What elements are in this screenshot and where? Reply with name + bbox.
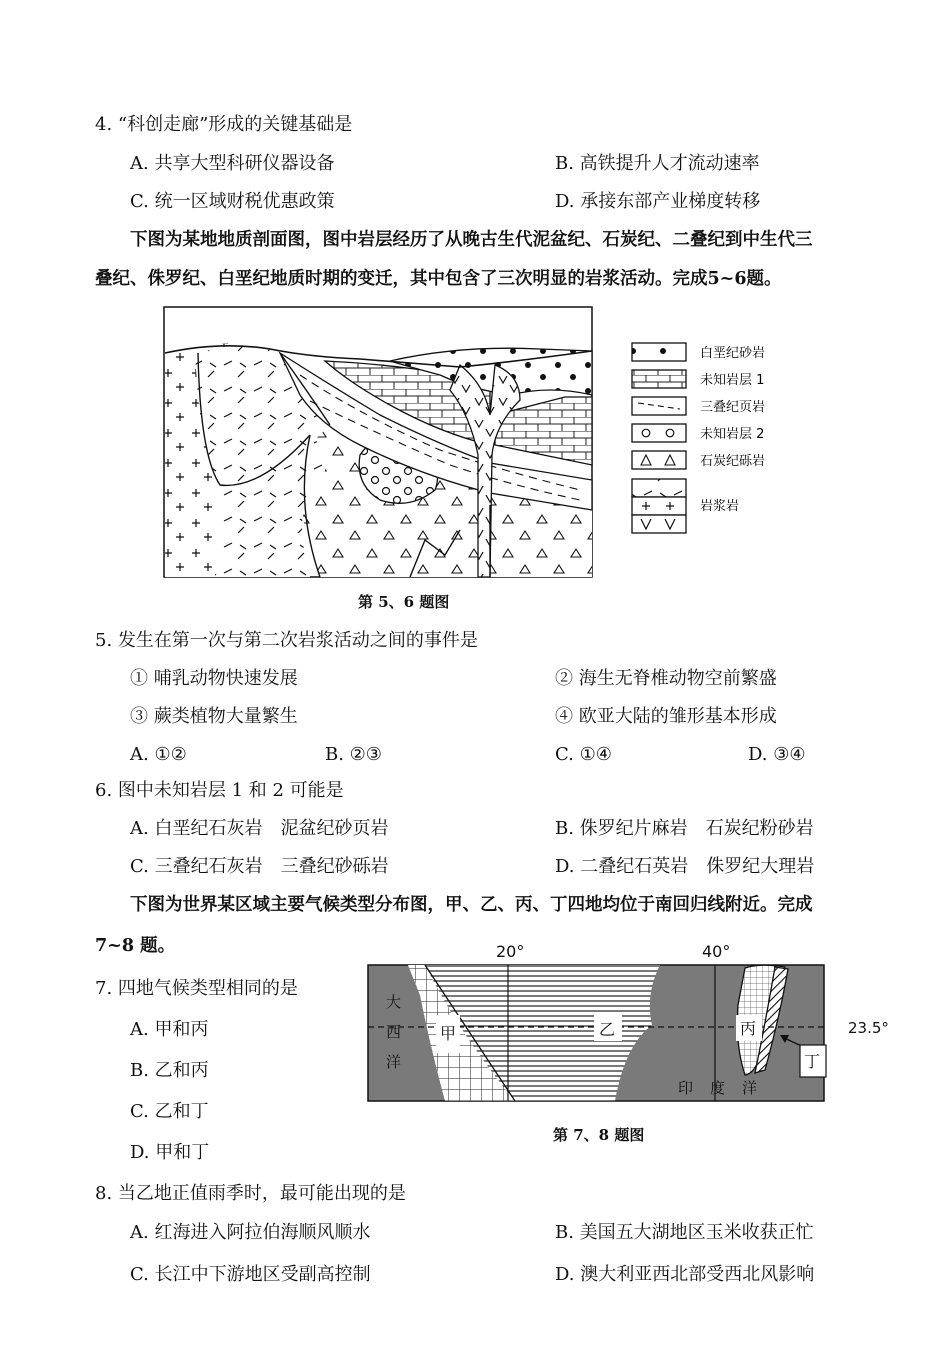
intro-geology-line1: 下图为某地地质剖面图，图中岩层经历了从晚古生代泥盆纪、石炭纪、二叠纪到中生代三 [130, 230, 813, 250]
q6-option-c: C. 三叠纪石灰岩 三叠纪砂砾岩 [130, 856, 389, 877]
q5-option-d: D. ③④ [748, 744, 806, 765]
location-jia-label: 甲 [440, 1024, 457, 1043]
q6-option-b: B. 侏罗纪片麻岩 石炭纪粉砂岩 [555, 818, 814, 839]
q6-option-a: A. 白垩纪石灰岩 泥盆纪砂页岩 [130, 818, 389, 839]
q8-option-a: A. 红海进入阿拉伯海顺风顺水 [130, 1222, 371, 1243]
atlantic-label-2: 西 [386, 1023, 402, 1041]
q5-option-b: B. ②③ [325, 744, 382, 765]
q7-option-d: D. 甲和丁 [130, 1142, 210, 1163]
legend-magma-rock [632, 479, 739, 533]
q4-stem: 4. “科创走廊”形成的关键基础是 [95, 114, 353, 135]
svg-text:岩浆岩: 岩浆岩 [700, 499, 740, 514]
q5-item-2: ② 海生无脊椎动物空前繁盛 [555, 668, 777, 689]
q8-option-d: D. 澳大利亚西北部受西北风影响 [555, 1264, 815, 1285]
legend-unknown-layer-1 [632, 370, 764, 388]
q4-option-b: B. 高铁提升人才流动速率 [555, 153, 760, 174]
legend-unknown-layer-2 [632, 424, 764, 442]
q5-option-c: C. ①④ [555, 744, 612, 765]
location-ding-label: 丁 [804, 1052, 821, 1071]
geology-cross-section-figure [160, 305, 800, 585]
tropic-latitude-label: 23.5° [848, 1019, 889, 1037]
longitude-20-label: 20° [496, 942, 525, 961]
legend-cretaceous-sandstone [632, 343, 765, 361]
atlantic-label-1: 大 [386, 993, 402, 1011]
q5-option-a: A. ①② [130, 744, 187, 765]
figure-5-6-caption: 第 5、6 题图 [358, 593, 450, 611]
intro-climate-line2: 7~8 题。 [95, 936, 176, 956]
svg-text:三叠纪页岩: 三叠纪页岩 [700, 400, 766, 415]
q5-stem: 5. 发生在第一次与第二次岩浆活动之间的事件是 [95, 630, 478, 651]
legend-carboniferous-breccia [632, 451, 765, 469]
svg-text:未知岩层 2: 未知岩层 2 [700, 427, 765, 442]
q6-stem: 6. 图中未知岩层 1 和 2 可能是 [95, 780, 344, 801]
legend-triassic-shale [632, 397, 765, 415]
location-bing-label: 丙 [740, 1019, 757, 1038]
q8-option-b: B. 美国五大湖地区玉米收获正忙 [555, 1222, 814, 1243]
intro-climate-line1: 下图为世界某区域主要气候类型分布图，甲、乙、丙、丁四地均位于南回归线附近。完成 [130, 895, 813, 915]
figure-7-8-caption: 第 7、8 题图 [553, 1126, 645, 1144]
q5-item-4: ④ 欧亚大陆的雏形基本形成 [555, 706, 777, 727]
svg-text:未知岩层 1: 未知岩层 1 [700, 373, 765, 388]
q7-stem: 7. 四地气候类型相同的是 [95, 978, 298, 999]
q4-option-d: D. 承接东部产业梯度转移 [555, 191, 761, 212]
q5-item-1: ① 哺乳动物快速发展 [130, 668, 298, 689]
q6-option-d: D. 二叠纪石英岩 侏罗纪大理岩 [555, 856, 815, 877]
q4-option-a: A. 共享大型科研仪器设备 [130, 153, 335, 174]
q8-option-c: C. 长江中下游地区受副高控制 [130, 1264, 371, 1285]
svg-text:白垩纪砂岩: 白垩纪砂岩 [700, 346, 766, 361]
q4-option-c: C. 统一区域财税优惠政策 [130, 191, 335, 212]
climate-map-figure [360, 935, 900, 1115]
q7-option-a: A. 甲和丙 [130, 1019, 209, 1040]
location-yi-label: 乙 [599, 1020, 616, 1039]
longitude-40-label: 40° [702, 942, 731, 961]
indian-ocean-label-3: 洋 [742, 1079, 758, 1097]
svg-text:石炭纪砾岩: 石炭纪砾岩 [700, 454, 766, 469]
indian-ocean-label-1: 印 [678, 1079, 694, 1097]
q8-stem: 8. 当乙地正值雨季时，最可能出现的是 [95, 1183, 406, 1204]
intro-geology-line2: 叠纪、侏罗纪、白垩纪地质时期的变迁，其中包含了三次明显的岩浆活动。完成5~6题。 [95, 269, 782, 289]
atlantic-label-3: 洋 [386, 1053, 402, 1071]
q7-option-b: B. 乙和丙 [130, 1060, 209, 1081]
q5-item-3: ③ 蕨类植物大量繁生 [130, 706, 298, 727]
q7-option-c: C. 乙和丁 [130, 1101, 209, 1122]
indian-ocean-label-2: 度 [710, 1079, 726, 1097]
